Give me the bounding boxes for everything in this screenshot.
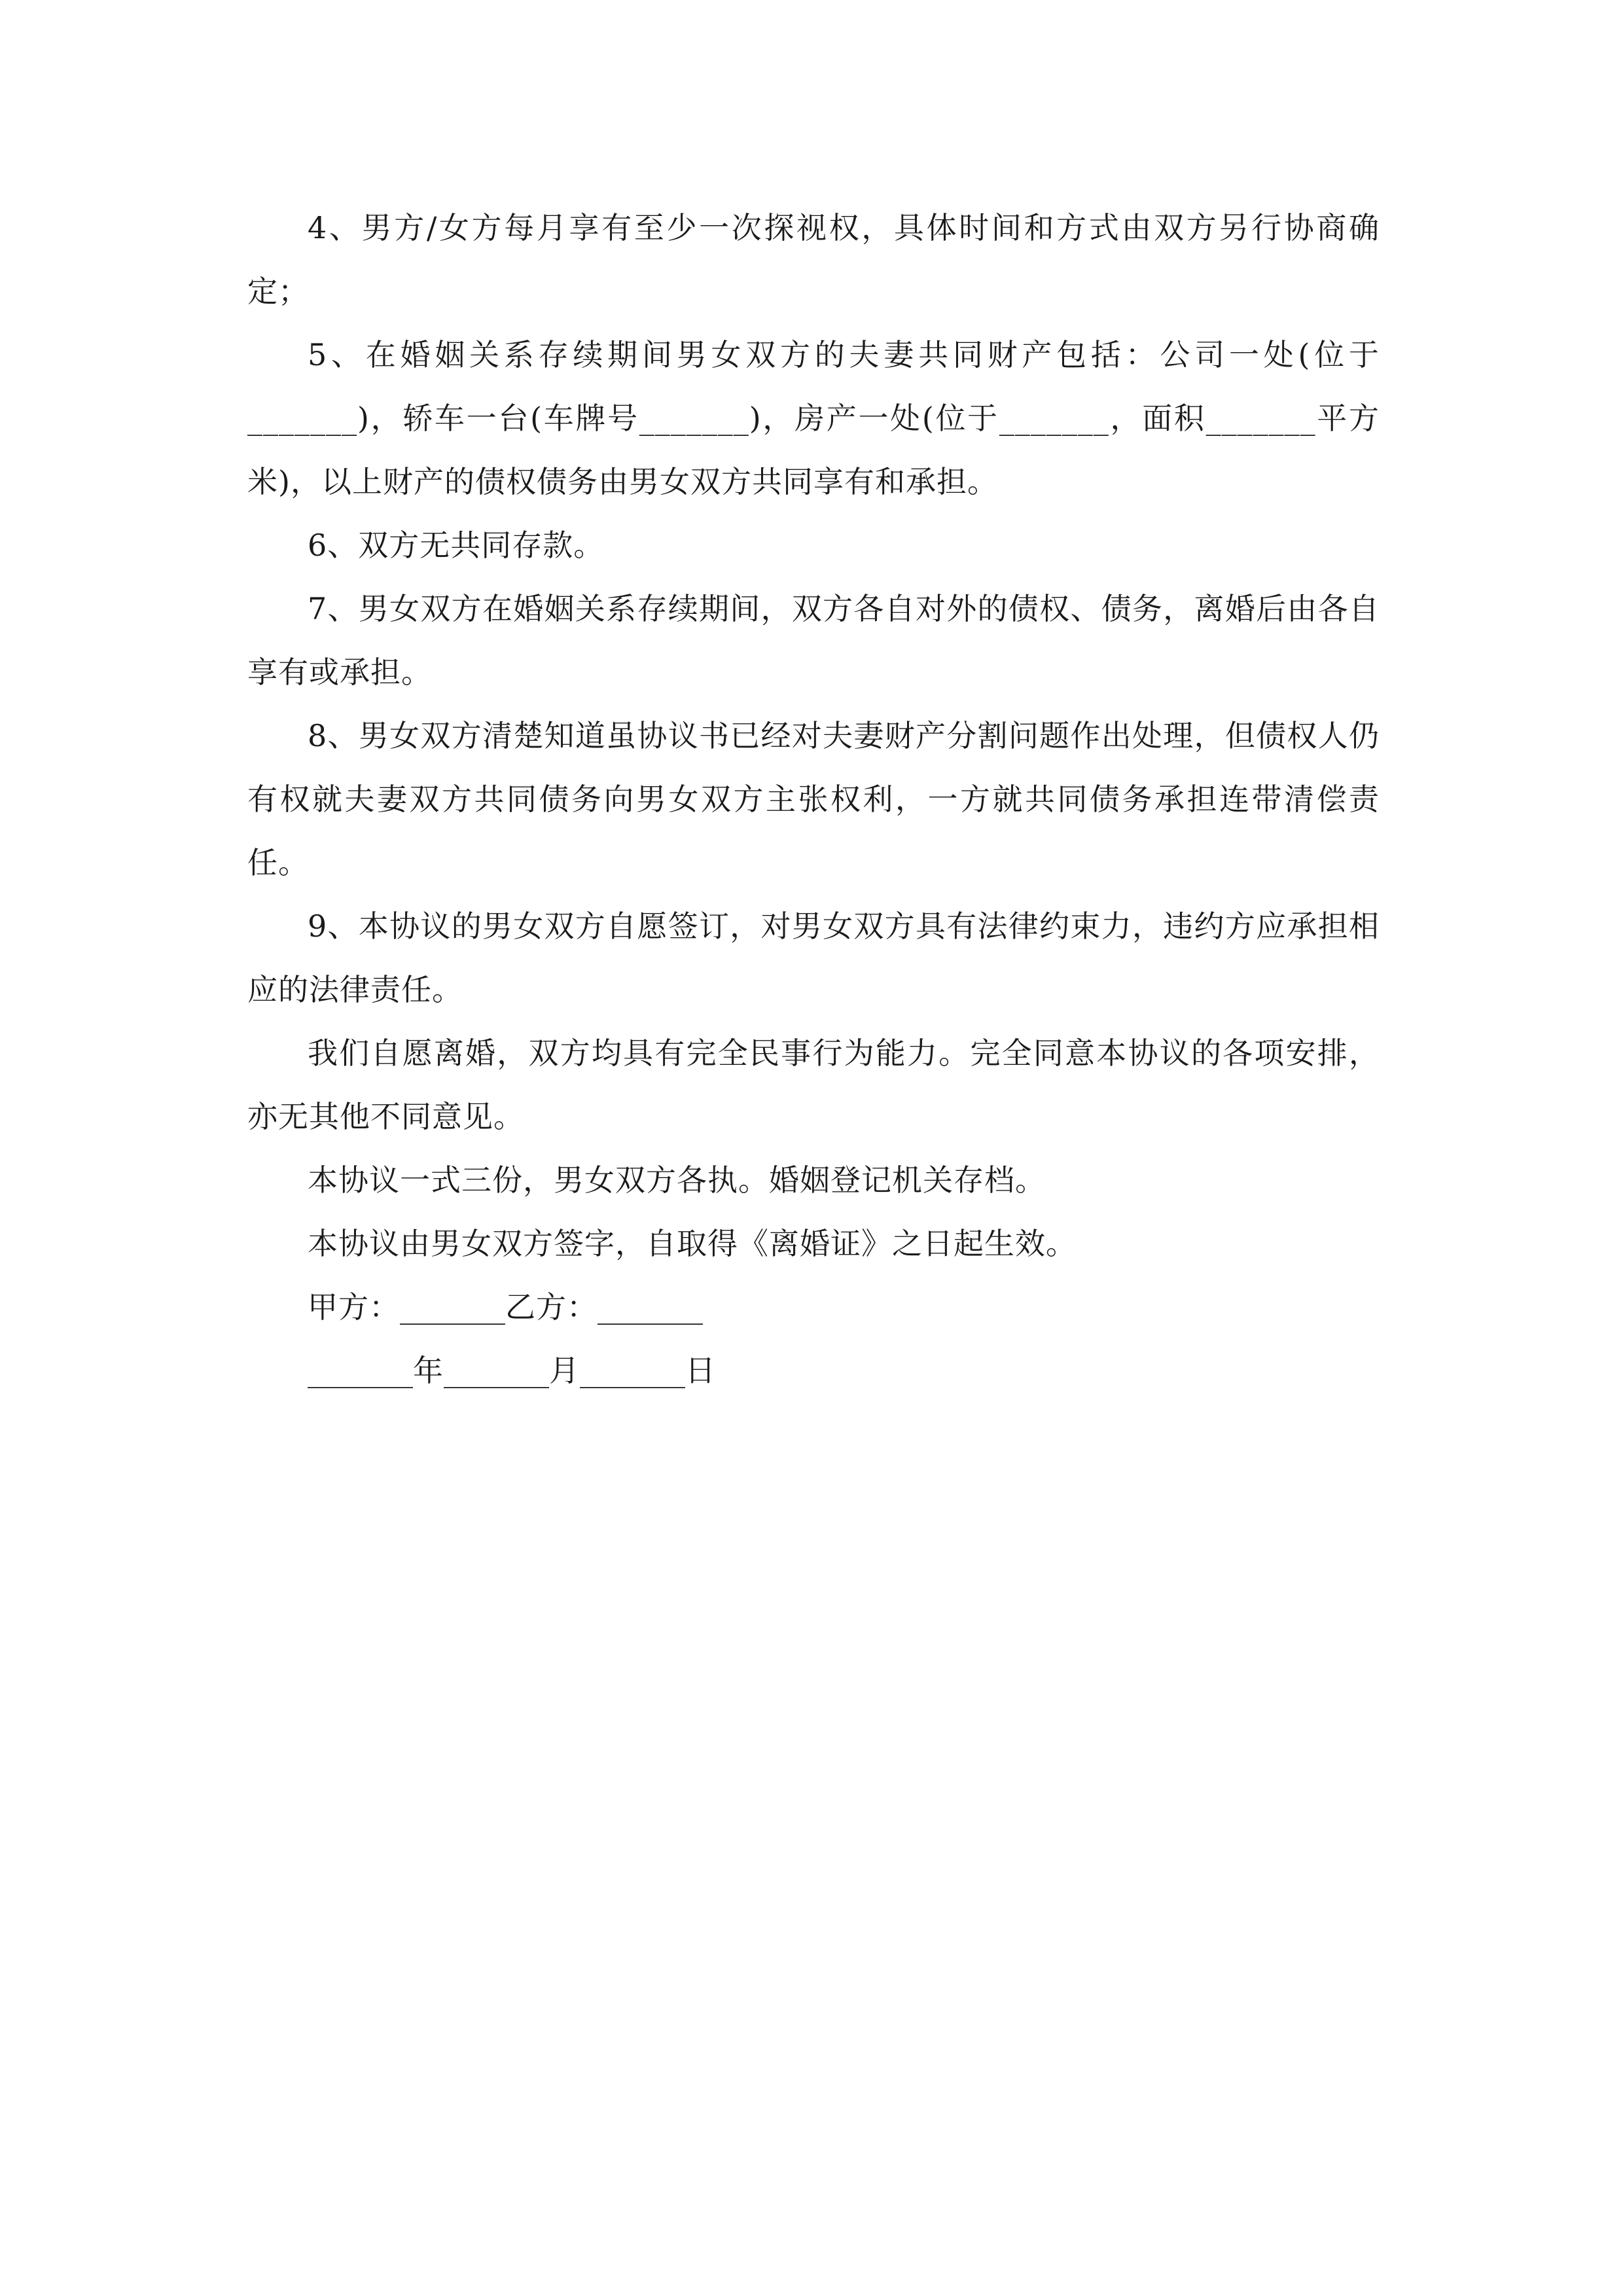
clause-8: 8、男女双方清楚知道虽协议书已经对夫妻财产分割问题作出处理，但债权人仍有权就夫妻双方共同债务向男女双方主张权利，一方就共同债务承担连带清偿责任。 xyxy=(247,718,1380,880)
clause-6: 6、双方无共同存款。 xyxy=(308,528,605,563)
document-page xyxy=(247,196,1380,1403)
year-blank: _______ xyxy=(308,1353,413,1388)
clause-7: 7、男女双方在婚姻关系存续期间，双方各自对外的债权、债务，离婚后由各自享有或承担。 xyxy=(247,591,1380,690)
statement-voluntary: 我们自愿离婚，双方均具有完全民事行为能力。完全同意本协议的各项安排，亦无其他不同意见。 xyxy=(247,1035,1380,1134)
month-blank: _______ xyxy=(444,1353,549,1388)
clause-5: 5、在婚姻关系存续期间男女双方的夫妻共同财产包括：公司一处(位于_______)，轿车一台(车牌号_______)，房产一处(位于_______，面积_______平方米)，以上财产的债权债务由男女双方共同享有和承担。 xyxy=(247,337,1380,499)
signature-line xyxy=(247,1276,1380,1339)
clause-4: 4、男方/女方每月享有至少一次探视权，具体时间和方式由双方另行协商确定； xyxy=(247,210,1380,309)
statement-effective: 本协议由男女双方签字，自取得《离婚证》之日起生效。 xyxy=(308,1226,1077,1261)
month-label: 月 xyxy=(549,1353,580,1388)
day-label: 日 xyxy=(685,1353,716,1388)
date-line xyxy=(247,1339,1380,1403)
party-b-blank: _______ xyxy=(597,1289,703,1325)
party-a-label: 甲方： xyxy=(308,1289,400,1325)
day-blank: _______ xyxy=(580,1353,685,1388)
year-label: 年 xyxy=(413,1353,444,1388)
party-a-blank: _______ xyxy=(400,1289,505,1325)
clause-9: 9、本协议的男女双方自愿签订，对男女双方具有法律约束力，违约方应承担相应的法律责任。 xyxy=(247,908,1380,1007)
party-b-label: 乙方： xyxy=(505,1289,597,1325)
statement-copies: 本协议一式三份，男女双方各执。婚姻登记机关存档。 xyxy=(308,1162,1046,1198)
